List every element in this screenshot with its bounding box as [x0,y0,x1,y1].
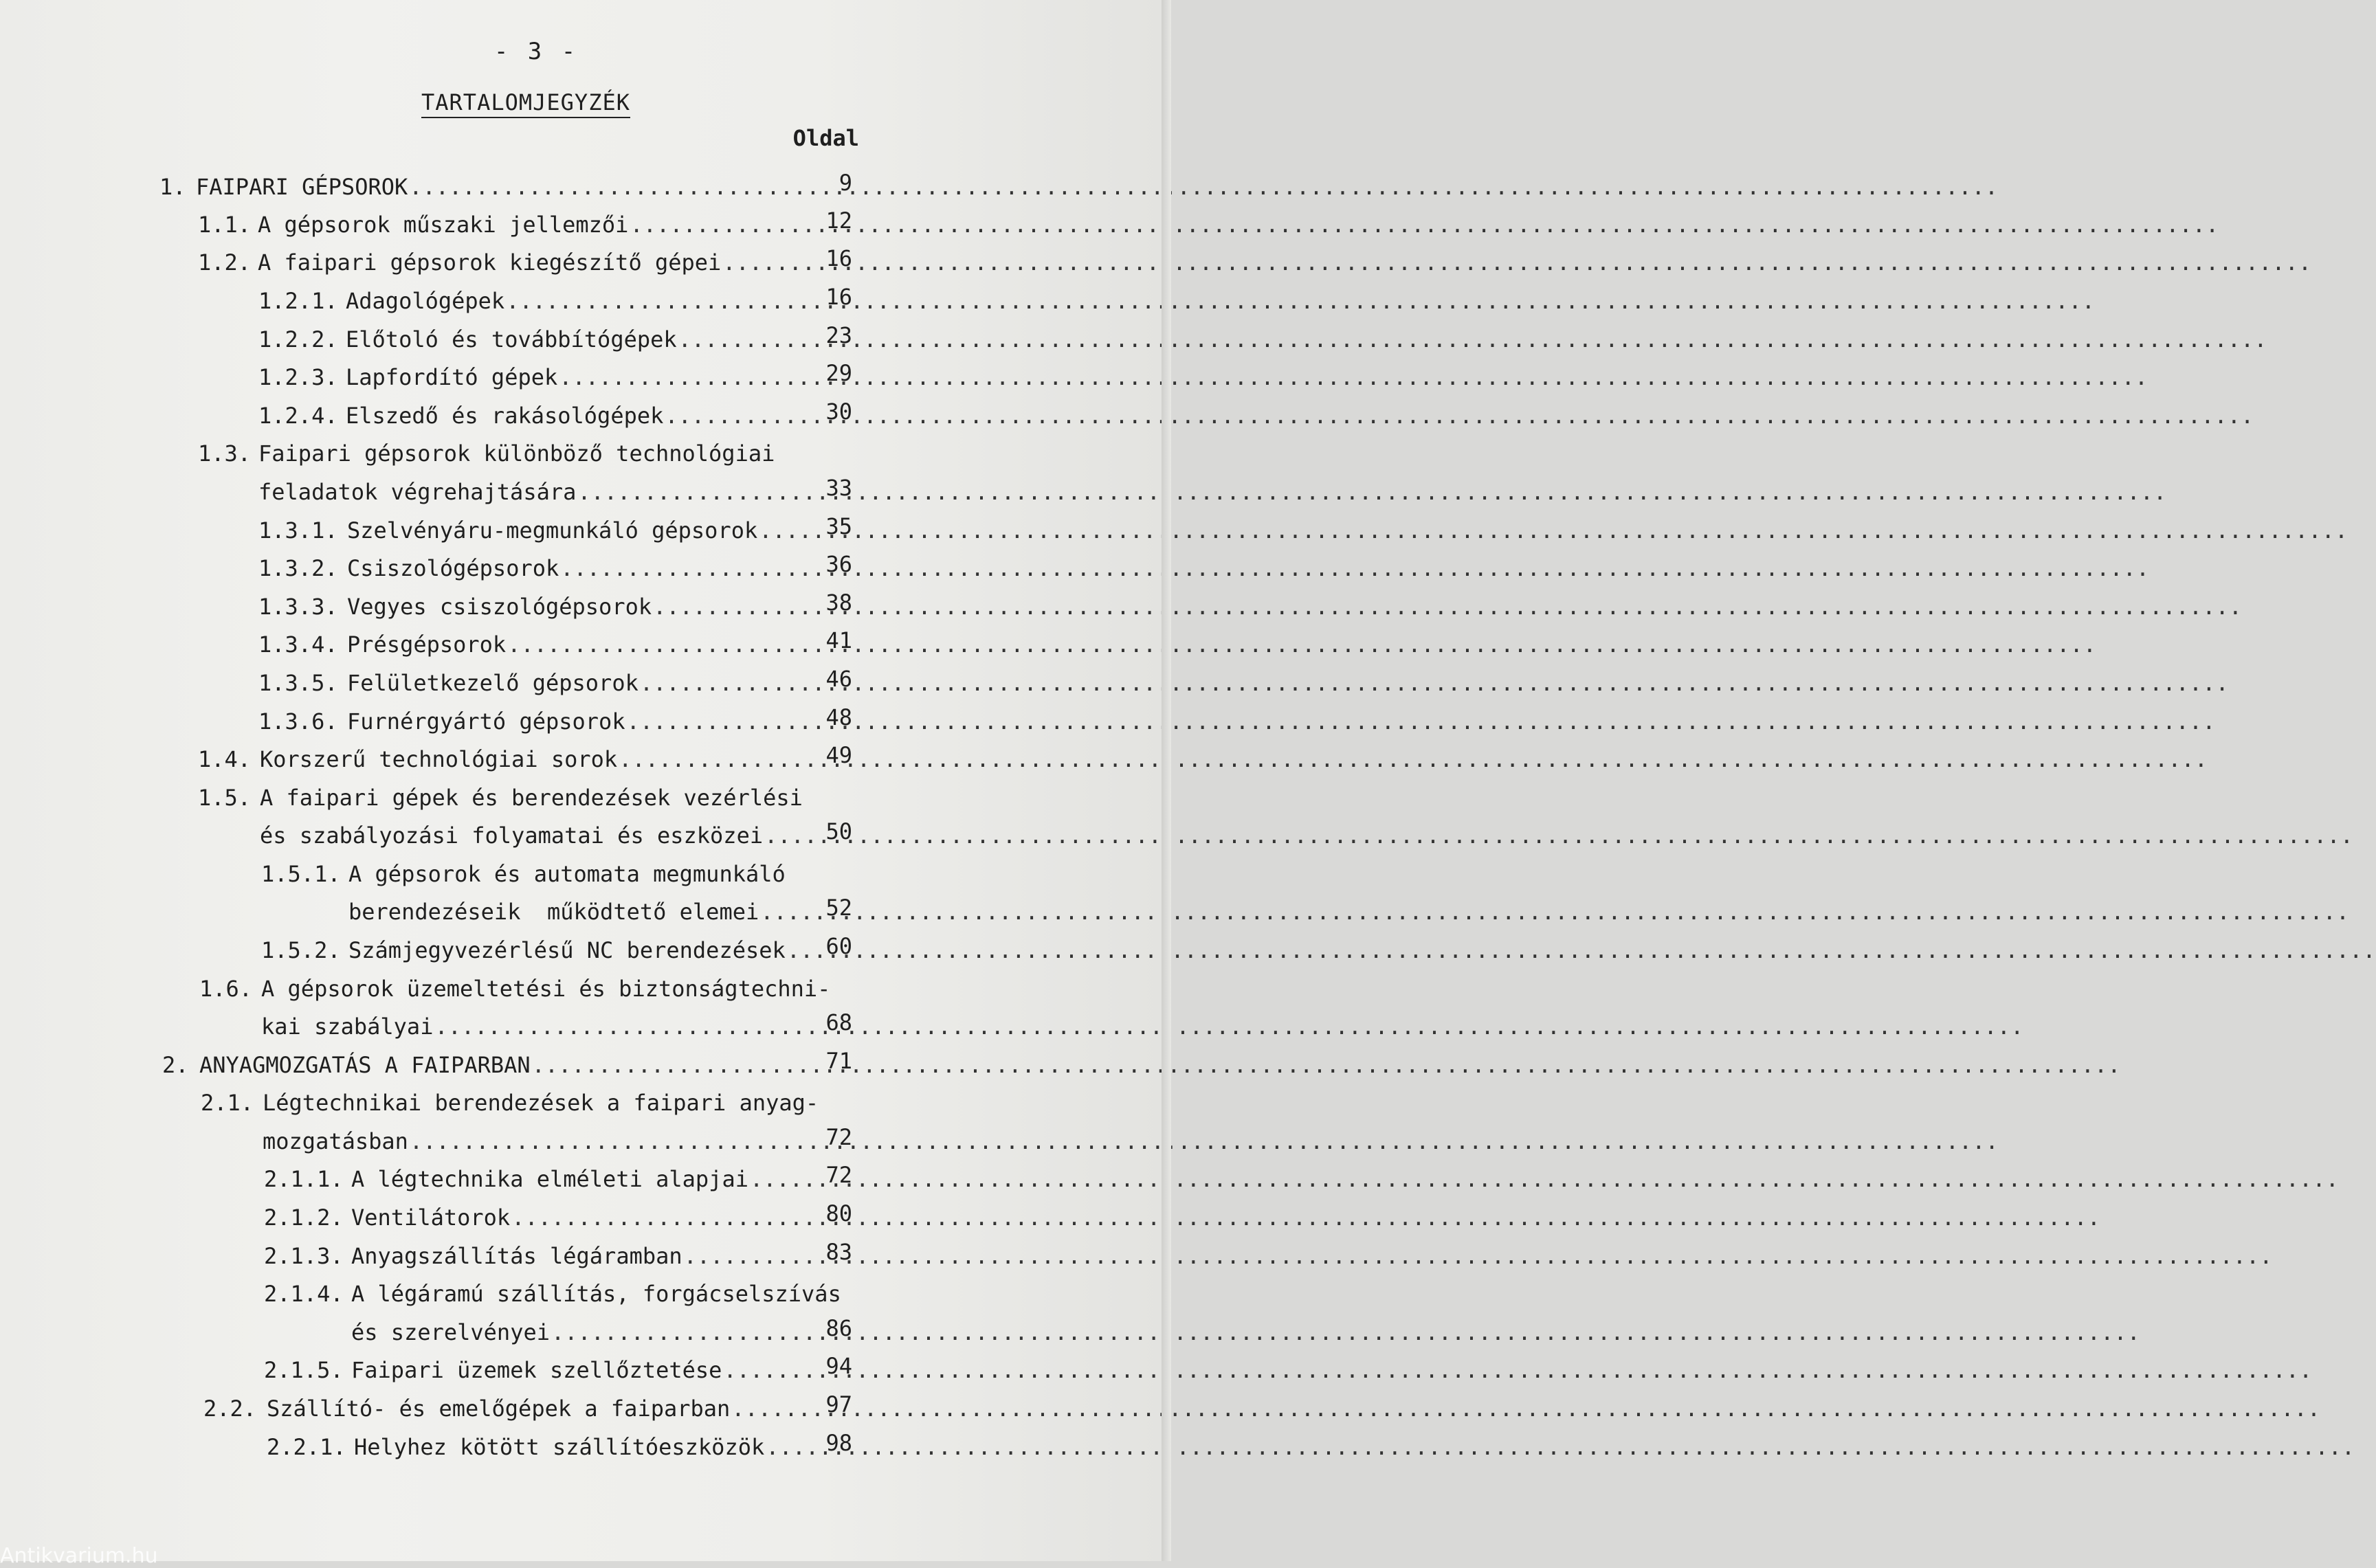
dot-leader [506,286,2095,316]
toc-entry [198,247,796,278]
toc-entry-page: 94 [825,1353,852,1379]
toc-entry-title: kai szabályai [261,1013,434,1040]
dot-leader [722,247,2311,278]
toc-entry [258,629,796,660]
toc-entry-title: A faipari gépsorok kiegészítő gépei [258,249,722,276]
toc-entry-title: Elszedő és rakásológépek [346,403,664,429]
toc-entry-number: 2.1.5. [264,1357,344,1383]
dot-leader [759,515,2348,546]
toc-entry [263,1126,797,1156]
toc-entry-title: A gépsorok és automata megmunkáló [348,861,786,887]
toc-entry [258,668,796,698]
toc-entry-number: 2.1.3. [264,1243,344,1269]
dot-leader [410,1126,1999,1156]
toc-entry-title: Helyhez kötött szállítóeszközök [354,1434,765,1460]
document-page [0,0,1162,1568]
toc-entry-page: 97 [825,1391,852,1418]
toc-entry [258,515,796,546]
toc-entry [258,706,796,737]
toc-entry-title: Korszerű technológiai sorok [260,746,618,772]
page-column-header: Oldal [792,125,859,151]
dot-leader [665,401,2254,431]
toc-entry-page: 36 [825,551,852,577]
toc-entry-title: Adagológépek [346,288,505,314]
toc-entry [258,324,796,355]
toc-entry-number: 1.1. [198,212,252,238]
toc-entry-number: 1.2.1. [258,288,338,314]
toc-entry-page: 98 [825,1430,852,1456]
toc-entry-title: Szállító- és emelőgépek a faiparban [267,1396,731,1422]
toc-entry-number: 1.3.4. [258,631,338,658]
toc-entry-page: 41 [825,627,852,653]
dot-leader [764,820,2353,851]
toc-entry-title: Előtoló és továbbítógépek [346,326,677,352]
toc-entry [258,592,796,622]
toc-entry-title: ANYAGMOZGATÁS A FAIPARBAN [199,1052,531,1078]
toc-entry-title: és szabályozási folyamatai és eszközei [260,822,764,849]
page-title [344,89,708,115]
dot-leader [787,935,2376,965]
dot-leader [723,1355,2312,1385]
toc-entry [258,362,796,392]
toc-entry-page: 86 [825,1315,852,1341]
toc-entry [348,897,796,927]
toc-entry [162,1050,797,1080]
toc-entry-page: 38 [825,590,852,616]
toc-entry-page: 68 [825,1009,852,1035]
toc-entry-page: 29 [825,360,852,386]
toc-entry-number: 1.3.6. [258,708,338,735]
toc-entry-page: 60 [825,933,852,959]
toc-entry [198,438,796,469]
toc-entry-title: A légtechnika elméleti alapjai [351,1166,748,1192]
toc-entry-number: 2.1. [201,1090,254,1116]
toc-entry [258,477,796,507]
toc-entry-number: 2.2. [203,1396,257,1422]
toc-entry-page: 9 [839,170,852,196]
toc-entry-number: 1.5.2. [261,937,341,963]
dot-leader [731,1393,2320,1424]
toc-entry-number: 2. [162,1052,189,1078]
toc-entry-page [804,779,852,809]
toc-entry [264,1164,797,1194]
dot-leader [640,668,2229,698]
toc-entry [258,286,796,316]
toc-entry-page: 71 [825,1048,852,1074]
dot-leader [560,553,2149,583]
toc-entry-number: 2.1.2. [264,1205,344,1231]
toc-entry-page: 50 [825,818,852,844]
toc-entry-title: feladatok végrehajtására [258,479,577,505]
toc-entry-number: 1.3.3. [258,594,338,620]
toc-entry [267,1432,797,1462]
toc-entry [258,401,796,431]
toc-entry-page: 16 [825,284,852,310]
dot-leader [511,1202,2100,1233]
dot-leader [551,1317,2140,1347]
toc-entry-page: 83 [825,1239,852,1265]
toc-entry-title: Felületkezelő gépsorok [347,670,639,696]
toc-entry [351,1317,797,1347]
toc-entry-title: Szelvényáru-megmunkáló gépsorok [347,517,758,544]
toc-entry-number: 1.5.1. [261,861,341,887]
toc-entry-number: 1.3. [198,440,252,467]
toc-entry-title: FAIPARI GÉPSOROK [196,174,408,200]
dot-leader [619,744,2208,774]
toc-entry-title: A légáramú szállítás, forgácselszívás [351,1281,841,1307]
toc-entry-number: 2.2.1. [267,1434,346,1460]
toc-entry [261,935,796,965]
dot-leader [760,897,2349,927]
toc-entry [264,1241,797,1271]
toc-entry [198,783,803,813]
toc-entry [261,859,796,889]
toc-entry [201,1088,819,1118]
toc-entry-title: Számjegyvezérlésű NC berendezések [348,937,786,963]
toc-entry [260,820,796,851]
dot-leader [507,629,2096,660]
toc-entry [264,1279,841,1309]
toc-entry-page: 49 [825,742,852,768]
toc-entry-page: 80 [825,1200,852,1227]
watermark: Antikvarium.hu [0,1544,158,1568]
toc-entry-title: berendezéseik működtető elemei [348,899,759,925]
toc-entry-page: 52 [825,895,852,921]
dot-leader [409,172,1998,202]
toc-entry-page: 12 [825,208,852,234]
toc-entry-page: 33 [825,475,852,501]
toc-entry-page: 72 [825,1162,852,1188]
dot-leader [684,1241,2273,1271]
toc-entry-number: 1.2. [198,249,252,276]
toc-entry-page [804,1275,852,1305]
toc-entry-title: Lapfordító gépek [346,364,558,390]
page-title-text: TARTALOMJEGYZÉK [421,89,630,118]
toc-entry-title: A faipari gépek és berendezések vezérlési [260,785,803,811]
toc-entry [198,744,796,774]
toc-entry-title: Faipari gépsorok különböző technológiai [258,440,775,467]
toc-entry-page: 30 [825,399,852,425]
toc-entry-title: A gépsorok üzemeltetési és biztonságtechni- [261,976,831,1002]
toc-entry-title: Présgépsorok [347,631,507,658]
toc-entry [258,553,796,583]
dot-leader [766,1432,2355,1462]
dot-leader [434,1011,2023,1042]
toc-entry-page: 23 [825,322,852,348]
page-edge [1162,0,1171,1561]
toc-entry-page [804,855,852,885]
toc-entry-title: Ventilátorok [351,1205,511,1231]
toc-entry-number: 1.3.5. [258,670,338,696]
toc-entry-number: 1.4. [198,746,252,772]
toc-entry-title: Faipari üzemek szellőztetése [351,1357,722,1383]
toc-entry-title: Anyagszállítás légáramban [351,1243,682,1269]
page-number: - 3 - [493,38,579,65]
dot-leader [532,1050,2121,1080]
toc-entry [264,1355,797,1385]
toc-entry-page [804,1084,852,1114]
toc-entry [198,210,796,240]
toc-entry [199,974,831,1004]
toc-entry-number: 1.3.2. [258,555,338,581]
toc-entry-number: 1.5. [198,785,252,811]
dot-leader [750,1164,2339,1194]
toc-entry [261,1011,797,1042]
toc-entry-title: Furnérgyártó gépsorok [347,708,625,735]
toc-entry-number: 1.2.3. [258,364,338,390]
toc-entry-page [804,970,852,1000]
dot-leader [653,592,2242,622]
toc-entry-number: 2.1.1. [264,1166,344,1192]
dot-leader [559,362,2148,392]
toc-entry-number: 1.3.1. [258,517,338,544]
toc-entry-page [804,434,852,464]
toc-entry-title: mozgatásban [263,1128,408,1154]
toc-entry-title: Vegyes csiszológépsorok [347,594,652,620]
toc-entry-page: 46 [825,666,852,692]
toc-entry-page: 16 [825,245,852,271]
toc-entry-title: Csiszológépsorok [347,555,559,581]
toc-entry-number: 1.6. [199,976,253,1002]
toc-entry [159,172,796,202]
toc-entry-title: Légtechnikai berendezések a faipari anyag- [263,1090,819,1116]
toc-entry-page: 35 [825,513,852,539]
toc-entry-title: és szerelvényei [351,1319,550,1345]
toc-entry [203,1393,797,1424]
dot-leader [678,324,2267,355]
toc-entry-number: 1. [159,174,186,200]
toc-entry-title: A gépsorok műszaki jellemzői [258,212,629,238]
toc-entry-page: 48 [825,704,852,730]
dot-leader [630,210,2219,240]
dot-leader [627,706,2216,737]
toc-entry [264,1202,797,1233]
toc-entry-page: 72 [825,1124,852,1150]
toc-entry-number: 2.1.4. [264,1281,344,1307]
toc-entry-number: 1.2.4. [258,403,338,429]
toc-entry-number: 1.2.2. [258,326,338,352]
